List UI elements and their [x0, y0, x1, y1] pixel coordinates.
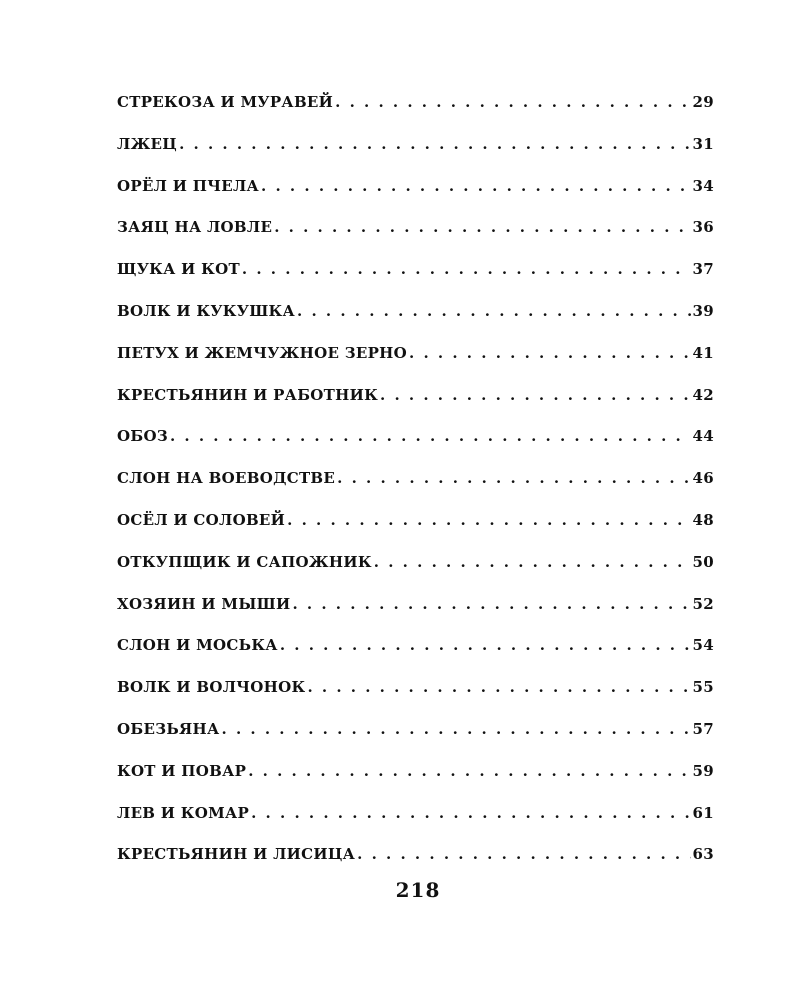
toc-entry — [117, 709, 714, 751]
toc-entry — [117, 458, 714, 500]
toc-entry-page: 61 — [692, 803, 714, 822]
toc-entry-title: ВОЛК И КУКУШКА — [117, 301, 295, 320]
toc-entry — [117, 166, 714, 208]
toc-entry-page: 57 — [692, 719, 714, 738]
toc-entry — [117, 667, 714, 709]
dot-leader — [337, 458, 690, 500]
toc-entry-page: 41 — [692, 343, 714, 362]
toc-entry-title: ЗАЯЦ НА ЛОВЛЕ — [117, 218, 273, 237]
toc-entry-page: 63 — [692, 845, 714, 864]
toc-entry — [117, 542, 714, 584]
toc-entry-title: СЛОН НА ВОЕВОДСТВЕ — [117, 469, 336, 488]
toc-entry-title: ЛЕВ И КОМАР — [117, 803, 250, 822]
toc-entry-title: ОРЁЛ И ПЧЕЛА — [117, 176, 260, 195]
toc-entry-page: 37 — [692, 260, 714, 279]
toc-entry — [117, 751, 714, 793]
dot-leader — [335, 82, 690, 124]
dot-leader — [287, 500, 690, 542]
dot-leader — [374, 542, 691, 584]
toc-entry-page: 34 — [692, 176, 714, 195]
dot-leader — [409, 333, 690, 375]
table-of-contents — [117, 82, 714, 876]
toc-entry — [117, 500, 714, 542]
toc-entry-title: ОТКУПЩИК И САПОЖНИК — [117, 552, 372, 571]
toc-entry-title: ОБЕЗЬЯНА — [117, 719, 220, 738]
toc-entry-title: СЛОН И МОСЬКА — [117, 636, 278, 655]
dot-leader — [251, 793, 690, 835]
toc-entry-page: 48 — [692, 510, 714, 529]
toc-entry-title: КРЕСТЬЯНИН И ЛИСИЦА — [117, 845, 356, 864]
dot-leader — [357, 834, 690, 876]
dot-leader — [248, 751, 690, 793]
toc-entry-page: 29 — [692, 93, 714, 111]
dot-leader — [307, 667, 690, 709]
toc-entry — [117, 124, 714, 166]
toc-entry-title: ЩУКА И КОТ — [117, 260, 240, 279]
toc-entry-page: 42 — [692, 385, 714, 404]
dot-leader — [380, 375, 690, 417]
toc-entry — [117, 834, 714, 876]
toc-entry-title: ЛЖЕЦ — [117, 134, 178, 153]
toc-entry-title: КОТ И ПОВАР — [117, 761, 247, 780]
dot-leader — [170, 416, 691, 458]
toc-entry — [117, 249, 714, 291]
toc-entry — [117, 416, 714, 458]
toc-entry-title: ВОЛК И ВОЛЧОНОК — [117, 678, 306, 697]
toc-entry-page: 46 — [692, 469, 714, 488]
toc-entry-page: 44 — [692, 427, 714, 446]
dot-leader — [280, 625, 691, 667]
toc-entry-title: КРЕСТЬЯНИН И РАБОТНИК — [117, 385, 379, 404]
toc-entry-page: 54 — [692, 636, 714, 655]
dot-leader — [292, 584, 690, 626]
toc-entry — [117, 793, 714, 835]
toc-entry — [117, 625, 714, 667]
toc-entry-page: 55 — [692, 678, 714, 697]
toc-entry — [117, 82, 714, 124]
toc-entry — [117, 291, 714, 333]
toc-entry-title: ПЕТУХ И ЖЕМЧУЖНОЕ ЗЕРНО — [117, 343, 408, 362]
toc-entry-page: 50 — [692, 552, 714, 571]
dot-leader — [261, 166, 690, 208]
toc-entry — [117, 333, 714, 375]
toc-entry-page: 31 — [692, 134, 714, 153]
toc-entry-page: 39 — [692, 301, 714, 320]
toc-entry-title: ХОЗЯИН И МЫШИ — [117, 594, 291, 613]
page-number: 218 — [395, 878, 441, 902]
dot-leader — [274, 207, 690, 249]
toc-entry-page: 36 — [692, 218, 714, 237]
toc-entry — [117, 207, 714, 249]
toc-entry-title: СТРЕКОЗА И МУРАВЕЙ — [117, 93, 334, 111]
dot-leader — [297, 291, 691, 333]
toc-entry — [117, 584, 714, 626]
toc-entry-title: ОБОЗ — [117, 427, 168, 446]
dot-leader — [179, 124, 690, 166]
dot-leader — [222, 709, 691, 751]
toc-entry-page: 59 — [692, 761, 714, 780]
toc-entry — [117, 375, 714, 417]
toc-entry-page: 52 — [692, 594, 714, 613]
dot-leader — [242, 249, 691, 291]
toc-entry-title: ОСЁЛ И СОЛОВЕЙ — [117, 510, 286, 529]
